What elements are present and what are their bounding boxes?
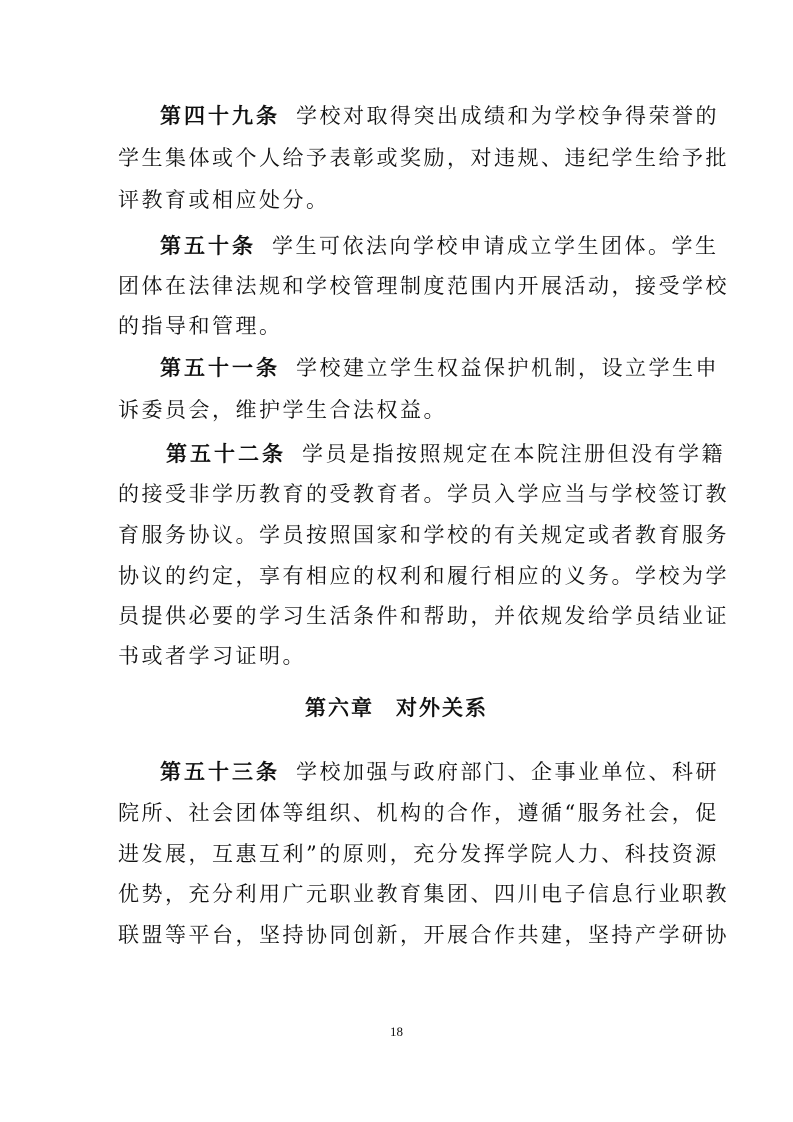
article-49-line-2: 学生集体或个人给予表彰或奖励，对违规、违纪学生给予批 [118,146,729,170]
article-53-line-3: 进发展，互惠互利”的原则，充分发挥学院人力、科技资源 [118,842,719,866]
article-52-line-4: 协议的约定，享有相应的权利和履行相应的义务。学校为学 [118,564,729,588]
article-52-label: 第五十二条 [166,442,286,466]
chapter-title: 对外关系 [396,696,488,720]
article-52-line-6: 书或者学习证明。 [118,644,306,668]
article-53-line-1 [160,758,719,786]
article-51-line-1 [160,354,719,382]
article-49-line-1 [160,102,719,130]
article-52-line-2: 的接受非学历教育的受教育者。学员入学应当与学校签订教 [118,482,729,506]
article-50-line-3: 的指导和管理。 [118,314,283,338]
article-50-line-2: 团体在法律法规和学校管理制度范围内开展活动，接受学校 [118,274,729,298]
article-53-line-4: 优势，充分利用广元职业教育集团、四川电子信息行业职教 [118,882,729,906]
article-49-text-1: 学校对取得突出成绩和为学校争得荣誉的 [296,104,719,128]
article-52-line-3: 育服务协议。学员按照国家和学校的有关规定或者教育服务 [118,523,729,547]
article-53-text-1: 学校加强与政府部门、企事业单位、科研 [296,760,719,784]
article-53-line-2: 院所、社会团体等组织、机构的合作，遵循“服务社会，促 [118,801,719,825]
article-49-line-3: 评教育或相应处分。 [118,188,330,212]
article-52-line-5: 员提供必要的学习生活条件和帮助，并依规发给学员结业证 [118,604,729,628]
article-52-line-1 [166,440,725,468]
article-50-label: 第五十条 [160,234,256,258]
article-49-label: 第四十九条 [160,104,280,128]
chapter-number: 第六章 [305,696,374,720]
article-51-text-1: 学校建立学生权益保护机制，设立学生申 [296,356,719,380]
article-53-line-5: 联盟等平台，坚持协同创新，开展合作共建，坚持产学研协 [118,923,729,947]
chapter-heading [0,694,793,722]
article-51-line-2: 诉委员会，维护学生合法权益。 [118,398,447,422]
page-number: 18 [390,1024,403,1039]
article-51-label: 第五十一条 [160,356,280,380]
article-50-line-1 [160,232,719,260]
article-50-text-1: 学生可依法向学校申请成立学生团体。学生 [272,234,719,258]
article-53-label: 第五十三条 [160,760,280,784]
article-52-text-1: 学员是指按照规定在本院注册但没有学籍 [302,442,725,466]
